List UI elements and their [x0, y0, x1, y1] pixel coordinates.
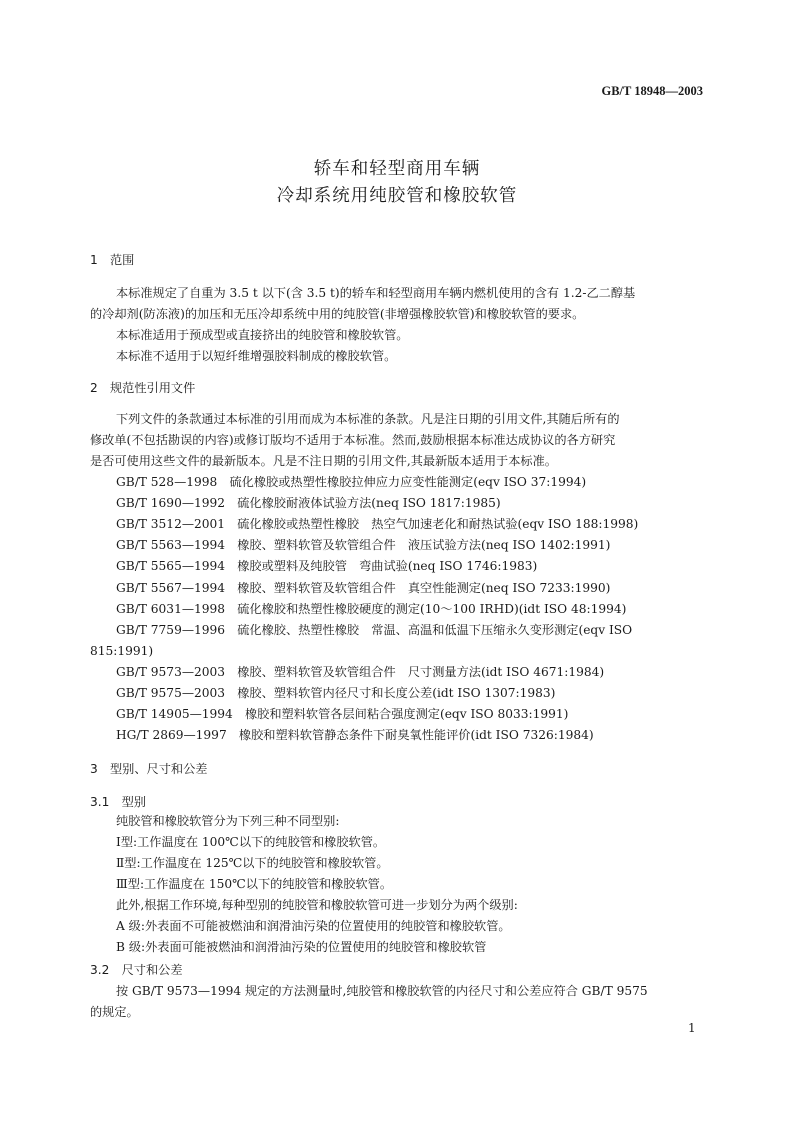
list-item: A 级:外表面不可能被燃油和润滑油污染的位置使用的纯胶管和橡胶软管。: [116, 919, 511, 933]
standard-number: GB/T 18948—2003: [601, 84, 703, 98]
reference-item: GB/T 9575—2003 橡胶、塑料软管内径尺寸和长度公差(idt ISO 1307:1983): [116, 686, 556, 700]
section-3-heading: 3 型别、尺寸和公差: [90, 762, 208, 776]
reference-item: GB/T 7759—1996 硫化橡胶、热塑性橡胶 常温、高温和低温下压缩永久变形测定(eqv ISO: [116, 623, 633, 637]
paragraph: 纯胶管和橡胶软管分为下列三种不同型别:: [116, 814, 340, 828]
reference-item: GB/T 6031—1998 硫化橡胶和热塑性橡胶硬度的测定(10～100 IRHD)(idt ISO 48:1994): [116, 602, 627, 616]
section-1-heading: 1 范围: [90, 253, 135, 267]
reference-item: GB/T 5565—1994 橡胶或塑料及纯胶管 弯曲试验(neq ISO 1746:1983): [116, 559, 538, 573]
list-item: Ⅲ型:工作温度在 150℃以下的纯胶管和橡胶软管。: [116, 877, 393, 891]
section-2-heading: 2 规范性引用文件: [90, 381, 196, 395]
reference-item: GB/T 9573—2003 橡胶、塑料软管及软管组合件 尺寸测量方法(idt ISO 4671:1984): [116, 665, 605, 679]
section-3-1-heading: 3.1 型别: [90, 795, 146, 809]
reference-item-continuation: 815:1991): [90, 644, 154, 658]
paragraph: 是否可使用这些文件的最新版本。凡是不注日期的引用文件,其最新版本适用于本标准。: [90, 454, 557, 468]
list-item: Ⅱ型:工作温度在 125℃以下的纯胶管和橡胶软管。: [116, 856, 389, 870]
reference-item: GB/T 14905—1994 橡胶和塑料软管各层间粘合强度测定(eqv ISO 8033:1991): [116, 707, 569, 721]
page-number: 1: [688, 1021, 696, 1035]
list-item: Ⅰ型:工作温度在 100℃以下的纯胶管和橡胶软管。: [116, 835, 386, 849]
paragraph: 此外,根据工作环境,每种型别的纯胶管和橡胶软管可进一步划分为两个级别:: [116, 898, 518, 912]
reference-item: GB/T 3512—2001 硫化橡胶或热塑性橡胶 热空气加速老化和耐热试验(eqv ISO 188:1998): [116, 517, 639, 531]
title-line-2: 冷却系统用纯胶管和橡胶软管: [276, 186, 518, 206]
reference-item: GB/T 5563—1994 橡胶、塑料软管及软管组合件 液压试验方法(neq ISO 1402:1991): [116, 538, 611, 552]
reference-item: GB/T 1690—1992 硫化橡胶耐液体试验方法(neq ISO 1817:1985): [116, 496, 501, 510]
list-item: B 级:外表面可能被燃油和润滑油污染的位置使用的纯胶管和橡胶软管: [116, 940, 487, 954]
paragraph: 本标准不适用于以短纤维增强胶料制成的橡胶软管。: [116, 349, 397, 363]
paragraph: 按 GB/T 9573—1994 规定的方法测量时,纯胶管和橡胶软管的内径尺寸和公差应符合 GB/T 9575: [116, 984, 648, 998]
paragraph: 本标准适用于预成型或直接挤出的纯胶管和橡胶软管。: [116, 328, 409, 342]
paragraph: 下列文件的条款通过本标准的引用而成为本标准的条款。凡是注日期的引用文件,其随后所有的: [116, 412, 620, 426]
reference-item: GB/T 5567—1994 橡胶、塑料软管及软管组合件 真空性能测定(neq ISO 7233:1990): [116, 581, 611, 595]
paragraph: 本标准规定了自重为 3.5 t 以下(含 3.5 t)的轿车和轻型商用车辆内燃机使用的含有 1.2-乙二醇基: [116, 286, 636, 300]
paragraph: 的冷却剂(防冻液)的加压和无压冷却系统中用的纯胶管(非增强橡胶软管)和橡胶软管的要求。: [90, 307, 585, 321]
reference-item: GB/T 528—1998 硫化橡胶或热塑性橡胶拉伸应力应变性能测定(eqv ISO 37:1994): [116, 475, 587, 489]
section-3-2-heading: 3.2 尺寸和公差: [90, 963, 183, 977]
paragraph: 的规定。: [90, 1005, 139, 1019]
reference-item: HG/T 2869—1997 橡胶和塑料软管静态条件下耐臭氧性能评价(idt ISO 7326:1984): [116, 728, 594, 742]
title-line-1: 轿车和轻型商用车辆: [313, 159, 481, 179]
paragraph: 修改单(不包括勘误的内容)或修订版均不适用于本标准。然而,鼓励根据本标准达成协议的各方研究: [90, 433, 616, 447]
